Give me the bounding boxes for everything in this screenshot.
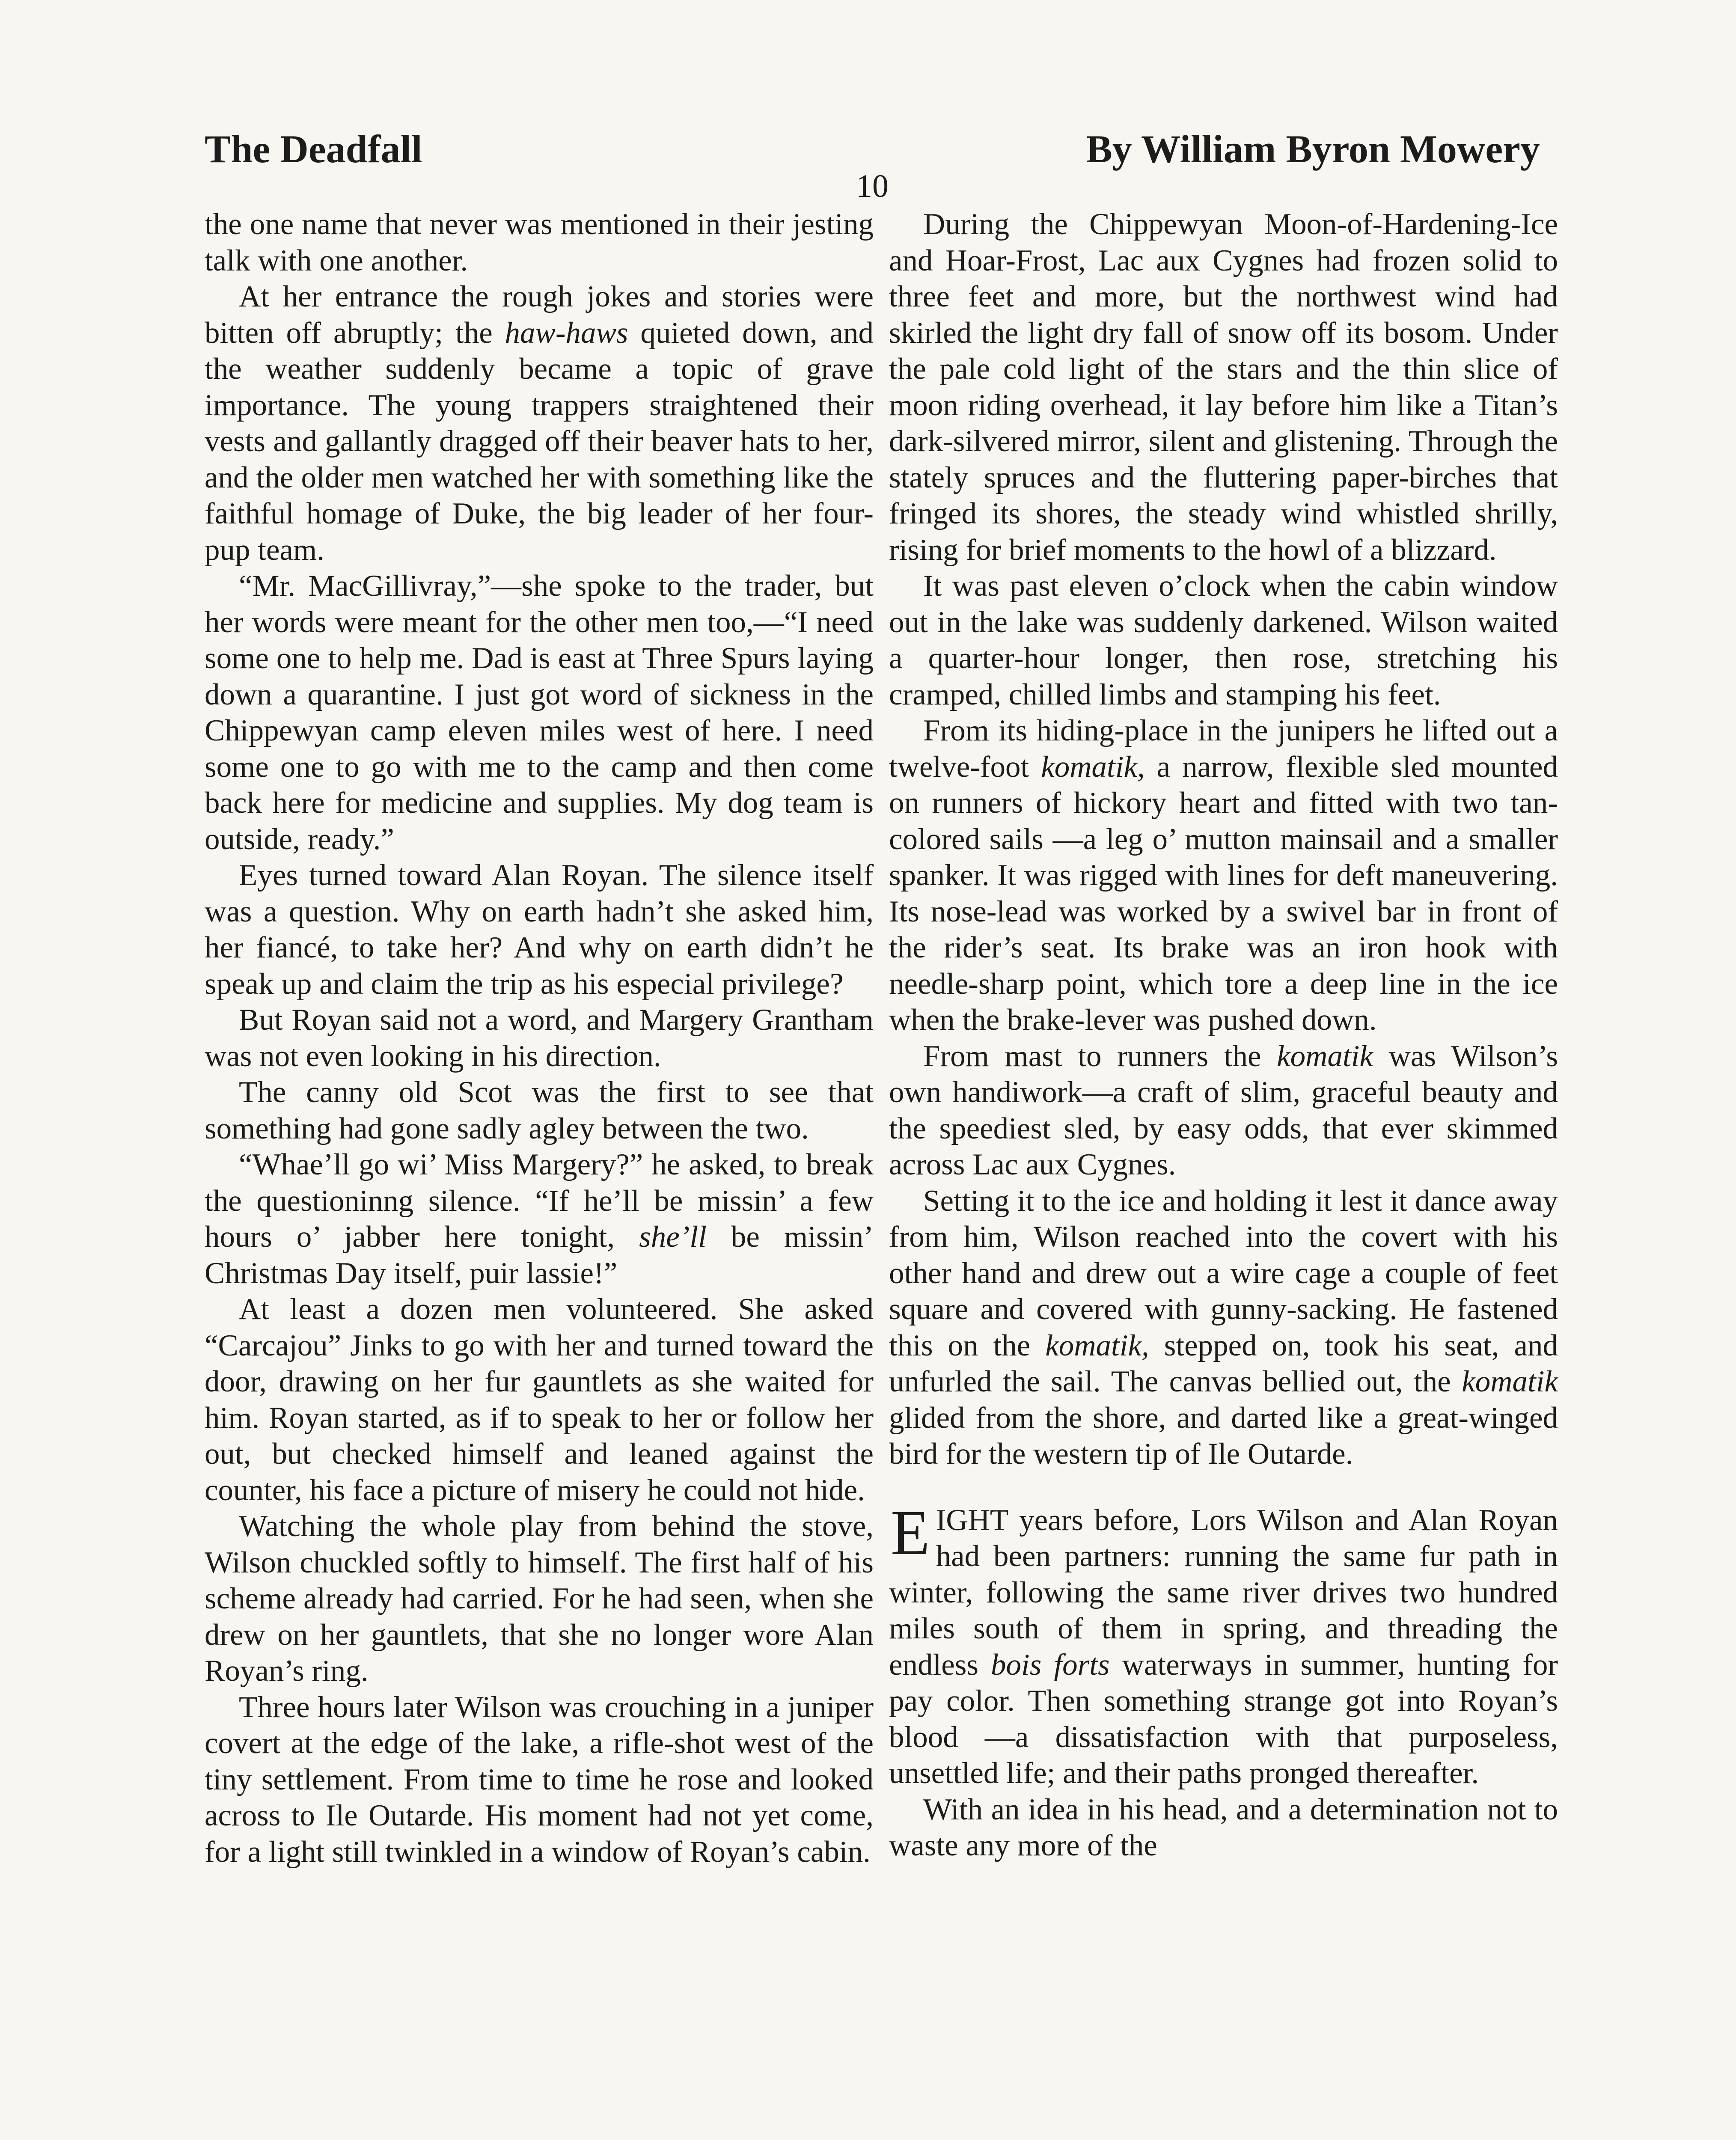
paragraph: At her entrance the rough jokes and stories were bitten off abruptly; the haw-haws quieted down, and the weather suddenly became a topic of grave importance. The young trappers straightened their vests and gallantly dragged off their beaver hats to her, and the older men watched her with something like the faithful homage of Duke, the big leader of her four-pup team. (205, 280, 874, 567)
paragraph: Eyes turned toward Alan Royan. The silence itself was a question. Why on earth hadn’t she asked him, her fiancé, to take her? And why on earth didn’t he speak up and claim the trip as his especial privilege? (205, 859, 874, 1001)
paragraph: With an idea in his head, and a determination not to waste any more of the (889, 1792, 1558, 1862)
paragraph: From mast to runners the komatik was Wilson’s own handiwork—a craft of slim, graceful beauty and the speediest sled, by easy odds, that ever skimmed across Lac aux Cygnes. (889, 1039, 1558, 1181)
paragraph: the one name that never was mentioned in their jesting talk with one another. (205, 208, 874, 277)
paragraph: Watching the whole play from behind the stove, Wilson chuckled softly to himself. The first half of his scheme already had carried. For he had seen, when she drew on her gauntlets, that she no longer wore Alan Royan’s ring. (205, 1510, 874, 1688)
section-start-paragraph: EIGHT years before, Lors Wilson and Alan Royan had been partners: running the same fur path in winter, following the same river drives two hundred miles south of them in spring, and threading the endless bois forts waterways in summer, hunting for pay color. Then something strange got into Royan’s blood —a dissatisfaction with that purposeless, unsettled life; and their paths pronged thereafter. (889, 1497, 1558, 1790)
paragraph: But Royan said not a word, and Margery Grantham was not even looking in his direction. (205, 1003, 874, 1073)
page-number: 10 (856, 168, 889, 204)
left-column (205, 206, 874, 1870)
drop-cap: E (891, 1497, 930, 1568)
paragraph: Setting it to the ice and holding it lest it dance away from him, Wilson reached into the covert with his other hand and drew out a wire cage a couple of feet square and covered with gunny-sacking. He fastened this on the komatik, stepped on, took his seat, and unfurled the sail. The canvas bellied out, the komatik glided from the shore, and darted like a great-winged bird for the western tip of Ile Outarde. (889, 1184, 1558, 1471)
paragraph: “Whae’ll go wi’ Miss Margery?” he asked, to break the questioninng silence. “If he’ll be missin’ a few hours o’ jabber here tonight, she’ll be missin’ Christmas Day itself, puir lassie!” (205, 1148, 874, 1290)
author-byline: By William Byron Mowery (1086, 127, 1540, 171)
paragraph: From its hiding-place in the junipers he lifted out a twelve-foot komatik, a narrow, flexible sled mounted on runners of hickory heart and fitted with two tan-colored sails —a leg o’ mutton mainsail and a smaller spanker. It was rigged with lines for deft maneuvering. Its nose-lead was worked by a swivel bar in front of the rider’s seat. Its brake was an iron hook with needle-sharp point, which tore a deep line in the ice when the brake-lever was pushed down. (889, 714, 1558, 1037)
story-title: The Deadfall (205, 127, 422, 171)
paragraph: “Mr. MacGillivray,”—she spoke to the trader, but her words were meant for the other men too,—“I need some one to help me. Dad is east at Three Spurs laying down a quarantine. I just got word of sickness in the Chippewyan camp eleven miles west of here. I need some one to go with me to the camp and then come back here for medicine and supplies. My dog team is outside, ready.” (205, 569, 874, 856)
paragraph: It was past eleven o’clock when the cabin window out in the lake was suddenly darkened. Wilson waited a quarter-hour longer, then rose, stretching his cramped, chilled limbs and stamping his feet. (889, 569, 1558, 711)
paragraph: The canny old Scot was the first to see that something had gone sadly agley between the two. (205, 1076, 874, 1145)
paragraph: During the Chippewyan Moon-of-Hardening-Ice and Hoar-Frost, Lac aux Cygnes had frozen solid to three feet and more, but the northwest wind had skirled the light dry fall of snow off its bosom. Under the pale cold light of the stars and the thin slice of moon riding overhead, it lay before him like a Titan’s dark-silvered mirror, silent and glistening. Through the stately spruces and the fluttering paper-birches that fringed its shores, the steady wind whistled shrilly, rising for brief moments to the howl of a blizzard. (889, 208, 1558, 567)
paragraph: Three hours later Wilson was crouching in a juniper covert at the edge of the lake, a rifle-shot west of the tiny settlement. From time to time he rose and looked across to Ile Outarde. His moment had not yet come, for a light still twinkled in a window of Royan’s cabin. (205, 1690, 874, 1869)
right-column (889, 206, 1558, 1864)
page-header (205, 123, 1540, 204)
paragraph: At least a dozen men volunteered. She asked “Carcajou” Jinks to go with her and turned toward the door, drawing on her fur gauntlets as she waited for him. Royan started, as if to speak to her or follow her out, but checked himself and leaned against the counter, his face a picture of misery he could not hide. (205, 1293, 874, 1507)
